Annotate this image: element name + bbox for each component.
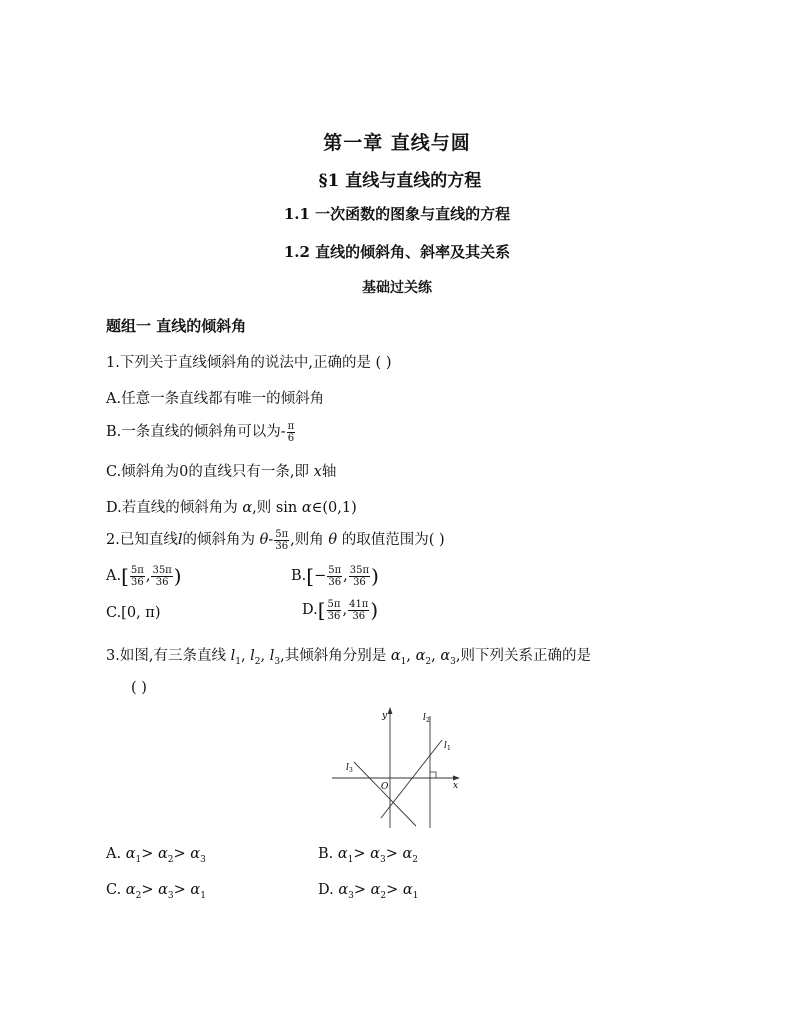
q2-option-d: D. [ $\frac{5\pi}{36}$ , $\frac{41\pi}{36}$ ) [302, 598, 379, 622]
q3-stem: 3.如图,有三条直线 $l_1$, $l_2$, $l_3$,其倾斜角分别是 $\alpha_1$, $\alpha_2$, $\alpha_3$,则下列关系正确的是 [106, 648, 591, 667]
q1-option-d [106, 496, 357, 517]
option-label: B. [318, 846, 334, 862]
subscript: 1 [347, 854, 354, 865]
bracket: ) [370, 598, 379, 622]
l2-label: l [423, 713, 426, 723]
gt-sign: > [386, 882, 399, 898]
bracket: ) [173, 564, 182, 588]
q2-stem-text: 的取值范围为( ) [341, 532, 445, 548]
subscript: 3 [200, 854, 206, 865]
q2-option-a: A. [ $\frac{5\pi}{36}$ , $\frac{35\pi}{36}$ ) [106, 564, 182, 588]
fraction [327, 565, 342, 588]
subscript: 1 [400, 656, 407, 667]
lines-figure [326, 702, 466, 832]
q1-option-b-fraction [287, 421, 296, 444]
gt-sign: > [141, 882, 154, 898]
option-label: C. [106, 882, 122, 898]
chapter-title: 第一章 直线与圆 [323, 132, 471, 154]
q1-option-d-text: D.若直线的倾斜角为 [106, 500, 238, 516]
variable-l: l [269, 648, 275, 664]
fraction-denominator: 36 [327, 610, 341, 622]
gt-sign: > [353, 882, 367, 898]
q3-answer-paren: ( ) [131, 680, 147, 696]
y-label: y [382, 711, 388, 721]
symbol-alpha: α [440, 648, 451, 664]
y-axis-arrow [388, 707, 393, 714]
subscript: 1 [412, 890, 419, 901]
fraction-numerator: 5π [130, 564, 144, 576]
minus-sign: − [314, 568, 327, 584]
minus-sign: - [268, 532, 274, 548]
l3-subscript: 3 [349, 767, 353, 774]
option-label: A. [106, 568, 122, 584]
symbol-theta: θ [328, 532, 338, 548]
fraction-denominator: 36 [352, 610, 366, 622]
q1-option-b [106, 420, 296, 444]
l1-label: l [444, 741, 447, 751]
fraction-denominator: 36 [155, 576, 169, 588]
gt-sign: > [173, 882, 186, 898]
symbol-alpha: α [242, 500, 253, 516]
option-label: D. [302, 602, 318, 618]
gt-sign: > [141, 846, 154, 862]
subscript: 2 [412, 854, 418, 865]
symbol-alpha: α [158, 846, 168, 862]
variable-l: l [230, 648, 236, 664]
fraction [130, 565, 145, 588]
subscript: 3 [450, 656, 456, 667]
variable-l: l [177, 532, 183, 548]
subsection-title-1: 1.1 一次函数的图象与直线的方程 [283, 205, 511, 223]
fraction-denominator: 6 [287, 432, 295, 444]
symbol-alpha: α [415, 648, 426, 664]
option-label: D. [318, 882, 334, 898]
q1-option-c-text: C.倾斜角为0的直线只有一条,即 [106, 464, 310, 480]
gt-sign: > [353, 846, 366, 862]
q2-option-c: C.[0, π) [106, 605, 161, 621]
subscript: 3 [274, 656, 281, 667]
q2-option-b: B. [ − $\frac{5\pi}{36}$ , $\frac{35\pi}{36}$ ) [291, 564, 379, 588]
q3-option-b [318, 846, 418, 865]
group-title: 题组一 直线的倾斜角 [106, 317, 247, 335]
symbol-alpha: α [370, 882, 381, 898]
subscript: 1 [135, 854, 142, 865]
subscript: 2 [254, 656, 261, 667]
section-title: §1 直线与直线的方程 [318, 171, 482, 191]
q2-stem-fraction [274, 529, 289, 552]
symbol-alpha: α [125, 882, 136, 898]
fraction-numerator: 41π [349, 598, 369, 610]
q3-option-a [106, 846, 206, 865]
q1-option-d-suffix: ∈(0,1) [311, 500, 357, 516]
symbol-alpha: α [390, 648, 401, 664]
line-l3 [354, 762, 416, 826]
fraction [151, 565, 172, 588]
l2-subscript: 2 [426, 717, 430, 724]
bracket: ) [371, 564, 379, 588]
gt-sign: > [173, 846, 186, 862]
q1-option-a: A.任意一条直线都有唯一的倾斜角 [106, 391, 325, 407]
l3-label: l [346, 763, 349, 773]
q2-stem-text: ,则角 [290, 532, 324, 548]
subscript: 2 [380, 890, 387, 901]
q1-option-d-mid: ,则 sin [252, 500, 298, 516]
variable-l: l [250, 648, 255, 664]
right-angle-mark [430, 772, 436, 778]
q3-stem-text: ,其倾斜角分别是 [280, 648, 387, 664]
l1-subscript: 1 [447, 745, 451, 752]
x-label: x [453, 781, 459, 791]
q3-option-d [318, 882, 418, 901]
q1-option-b-text: B.一条直线的倾斜角可以为- [106, 424, 286, 440]
q1-stem: 1.下列关于直线倾斜角的说法中,正确的是 ( ) [106, 355, 392, 371]
symbol-alpha: α [402, 846, 413, 862]
fraction-denominator: 36 [131, 576, 144, 588]
subscript: 2 [167, 854, 174, 865]
q3-stem-text: ,则下列关系正确的是 [455, 648, 591, 664]
bracket: [ [317, 598, 326, 622]
subscript: 2 [425, 656, 432, 667]
practice-heading: 基础过关练 [362, 280, 432, 296]
symbol-alpha: α [370, 846, 380, 862]
q1-option-c-suffix: 轴 [321, 464, 337, 480]
option-label: A. [106, 846, 122, 862]
subscript: 3 [379, 854, 386, 865]
origin-label: O [381, 782, 389, 792]
bracket: [ [121, 564, 129, 588]
bracket: [ [306, 564, 315, 588]
symbol-theta: θ [259, 532, 269, 548]
symbol-alpha: α [337, 846, 348, 862]
q2-stem-text: 的倾斜角为 [182, 532, 255, 548]
symbol-alpha: α [125, 846, 136, 862]
fraction-denominator: 36 [328, 576, 342, 588]
fraction [349, 565, 370, 588]
fraction-numerator: π [287, 420, 295, 432]
q1-option-c [106, 460, 336, 481]
q2-stem-text: 2.已知直线 [106, 532, 178, 548]
symbol-alpha: α [190, 846, 201, 862]
fraction-numerator: 35π [152, 564, 172, 576]
subscript: 3 [167, 890, 174, 901]
fraction [348, 599, 369, 622]
subsection-title-2: 1.2 直线的倾斜角、斜率及其关系 [283, 243, 511, 261]
symbol-alpha: α [338, 882, 349, 898]
symbol-alpha: α [402, 882, 413, 898]
q3-option-c [106, 882, 206, 901]
symbol-alpha: α [158, 882, 168, 898]
symbol-alpha: α [301, 500, 312, 516]
fraction-denominator: 36 [353, 576, 366, 588]
fraction-numerator: 5π [328, 564, 342, 576]
variable-x: x [313, 464, 322, 480]
fraction-numerator: 5π [275, 528, 289, 540]
subscript: 1 [200, 890, 206, 901]
x-axis-arrow [453, 776, 460, 781]
fraction-denominator: 36 [275, 540, 289, 552]
subscript: 3 [348, 890, 354, 901]
symbol-alpha: α [190, 882, 201, 898]
option-label: B. [291, 568, 307, 584]
q3-stem-text: 3.如图,有三条直线 [106, 648, 226, 664]
fraction-numerator: 5π [327, 598, 341, 610]
subscript: 2 [135, 890, 142, 901]
gt-sign: > [385, 846, 398, 862]
subscript: 1 [235, 656, 241, 667]
fraction-numerator: 35π [349, 564, 370, 576]
q2-stem [106, 528, 445, 552]
fraction [327, 599, 342, 622]
